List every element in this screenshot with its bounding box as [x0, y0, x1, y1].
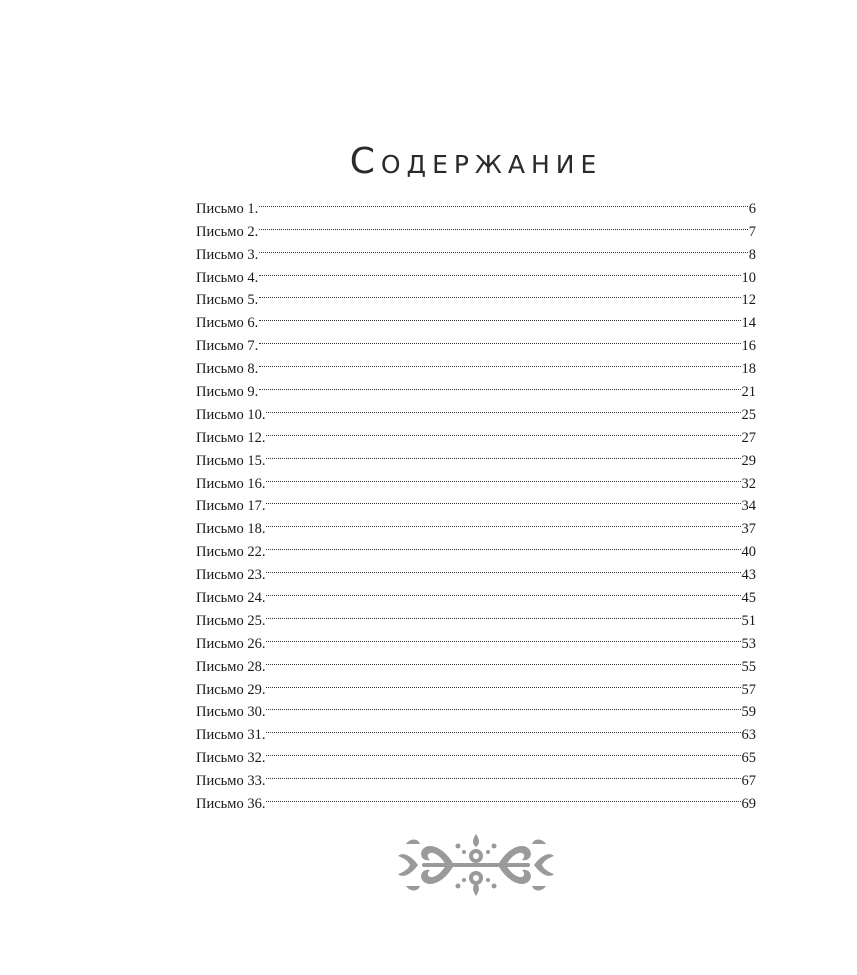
toc-entry: [196, 304, 756, 332]
toc-entry-label: Письмо 1.: [196, 200, 259, 217]
toc-entry-page-number: 16: [741, 338, 756, 355]
toc-entry-page-number: 63: [741, 727, 756, 744]
toc-entry: [196, 716, 756, 744]
toc-entry-page-number: 45: [741, 590, 756, 607]
toc-entry: [196, 465, 756, 492]
toc-entry-page-number: 59: [741, 704, 756, 721]
toc-entry-page-number: 51: [741, 612, 756, 629]
toc-entry-label: Письмо 16.: [196, 475, 266, 492]
dot-leader: [259, 236, 748, 259]
dot-leader: [259, 282, 740, 305]
toc-entry: [196, 785, 756, 813]
toc-entry-page-number: 53: [741, 635, 756, 652]
toc-entry: [196, 213, 756, 240]
toc-entry: [196, 533, 756, 561]
dot-leader: [266, 694, 740, 717]
toc-entry: [196, 625, 756, 652]
dot-leader: [266, 419, 740, 442]
toc-entry-label: Письмо 29.: [196, 681, 266, 698]
dot-leader: [259, 350, 740, 373]
toc-entry-page-number: 43: [741, 567, 756, 584]
toc-entry: [196, 762, 756, 790]
toc-entry-label: Письмо 6.: [196, 315, 259, 332]
toc-entry-page-number: 67: [741, 773, 756, 790]
dot-leader: [266, 716, 740, 739]
toc-entry-page-number: 27: [741, 429, 756, 446]
toc-entry-label: Письмо 30.: [196, 704, 266, 721]
toc-entry: [196, 488, 756, 515]
toc-entry: [196, 739, 756, 767]
toc-entry-label: Письмо 18.: [196, 521, 266, 538]
toc-entry-label: Письмо 15.: [196, 452, 266, 469]
dot-leader: [266, 488, 740, 511]
toc-entry-label: Письмо 5.: [196, 292, 259, 309]
toc-entry-label: Письмо 17.: [196, 498, 266, 515]
toc-entry-label: Письмо 32.: [196, 750, 266, 767]
page-title: Содержание: [349, 141, 603, 182]
dot-leader: [266, 762, 740, 785]
toc-entry-label: Письмо 33.: [196, 773, 266, 790]
dot-leader: [266, 442, 740, 465]
toc-entry: [196, 694, 756, 721]
toc-entry: [196, 327, 756, 355]
toc-entry-page-number: 12: [741, 292, 756, 309]
dot-leader: [266, 533, 740, 556]
toc-entry-page-number: 7: [748, 223, 756, 240]
toc-entry-label: Письмо 22.: [196, 544, 266, 561]
toc-entry-page-number: 55: [741, 658, 756, 675]
toc-entry-page-number: 6: [748, 200, 756, 217]
floral-ornament-icon: [396, 832, 556, 898]
toc-entry: [196, 259, 756, 286]
dot-leader: [259, 190, 748, 213]
toc-entry: [196, 442, 756, 469]
dot-leader: [266, 556, 740, 579]
toc-entry-label: Письмо 10.: [196, 406, 266, 423]
toc-entry: [196, 396, 756, 423]
dot-leader: [266, 579, 740, 602]
toc-entry-page-number: 69: [741, 796, 756, 813]
dot-leader: [266, 785, 740, 808]
dot-leader: [259, 373, 740, 396]
toc-entry-page-number: 29: [741, 452, 756, 469]
dot-leader: [266, 625, 740, 648]
toc-entry: [196, 350, 756, 378]
dot-leader: [266, 510, 740, 533]
toc-entry-page-number: 57: [741, 681, 756, 698]
toc-entry-page-number: 14: [741, 315, 756, 332]
toc-entry-label: Письмо 25.: [196, 612, 266, 629]
toc-entry-page-number: 18: [741, 361, 756, 378]
toc-entry: [196, 510, 756, 538]
toc-entry-label: Письмо 26.: [196, 635, 266, 652]
toc-entry-page-number: 21: [741, 384, 756, 401]
toc-entry: [196, 556, 756, 584]
dot-leader: [259, 213, 748, 236]
toc-entry-label: Письмо 36.: [196, 796, 266, 813]
dot-leader: [266, 739, 740, 762]
toc-entry: [196, 373, 756, 401]
toc-entry-page-number: 8: [748, 246, 756, 263]
toc-entry: [196, 671, 756, 698]
toc-entry-label: Письмо 8.: [196, 361, 259, 378]
toc-entry: [196, 602, 756, 629]
table-of-contents: [196, 190, 756, 813]
dot-leader: [266, 396, 740, 419]
toc-entry: [196, 579, 756, 607]
dot-leader: [266, 465, 740, 488]
toc-entry-page-number: 37: [741, 521, 756, 538]
dot-leader: [259, 304, 740, 327]
dot-leader: [259, 327, 740, 350]
toc-entry-label: Письмо 12.: [196, 429, 266, 446]
dot-leader: [266, 602, 740, 625]
toc-entry: [196, 648, 756, 675]
toc-entry: [196, 419, 756, 446]
toc-entry-label: Письмо 23.: [196, 567, 266, 584]
toc-entry-label: Письмо 31.: [196, 727, 266, 744]
toc-entry-label: Письмо 7.: [196, 338, 259, 355]
toc-entry: [196, 190, 756, 217]
toc-entry-label: Письмо 3.: [196, 246, 259, 263]
toc-entry: [196, 236, 756, 263]
toc-entry-label: Письмо 4.: [196, 269, 259, 286]
toc-entry-label: Письмо 28.: [196, 658, 266, 675]
toc-entry-page-number: 40: [741, 544, 756, 561]
toc-entry-label: Письмо 9.: [196, 384, 259, 401]
toc-entry: [196, 282, 756, 309]
dot-leader: [266, 648, 740, 671]
toc-entry-page-number: 25: [741, 406, 756, 423]
dot-leader: [259, 259, 740, 282]
toc-entry-page-number: 34: [741, 498, 756, 515]
toc-entry-label: Письмо 2.: [196, 223, 259, 240]
toc-entry-page-number: 65: [741, 750, 756, 767]
dot-leader: [266, 671, 740, 694]
toc-entry-page-number: 10: [741, 269, 756, 286]
toc-entry-page-number: 32: [741, 475, 756, 492]
toc-entry-label: Письмо 24.: [196, 590, 266, 607]
